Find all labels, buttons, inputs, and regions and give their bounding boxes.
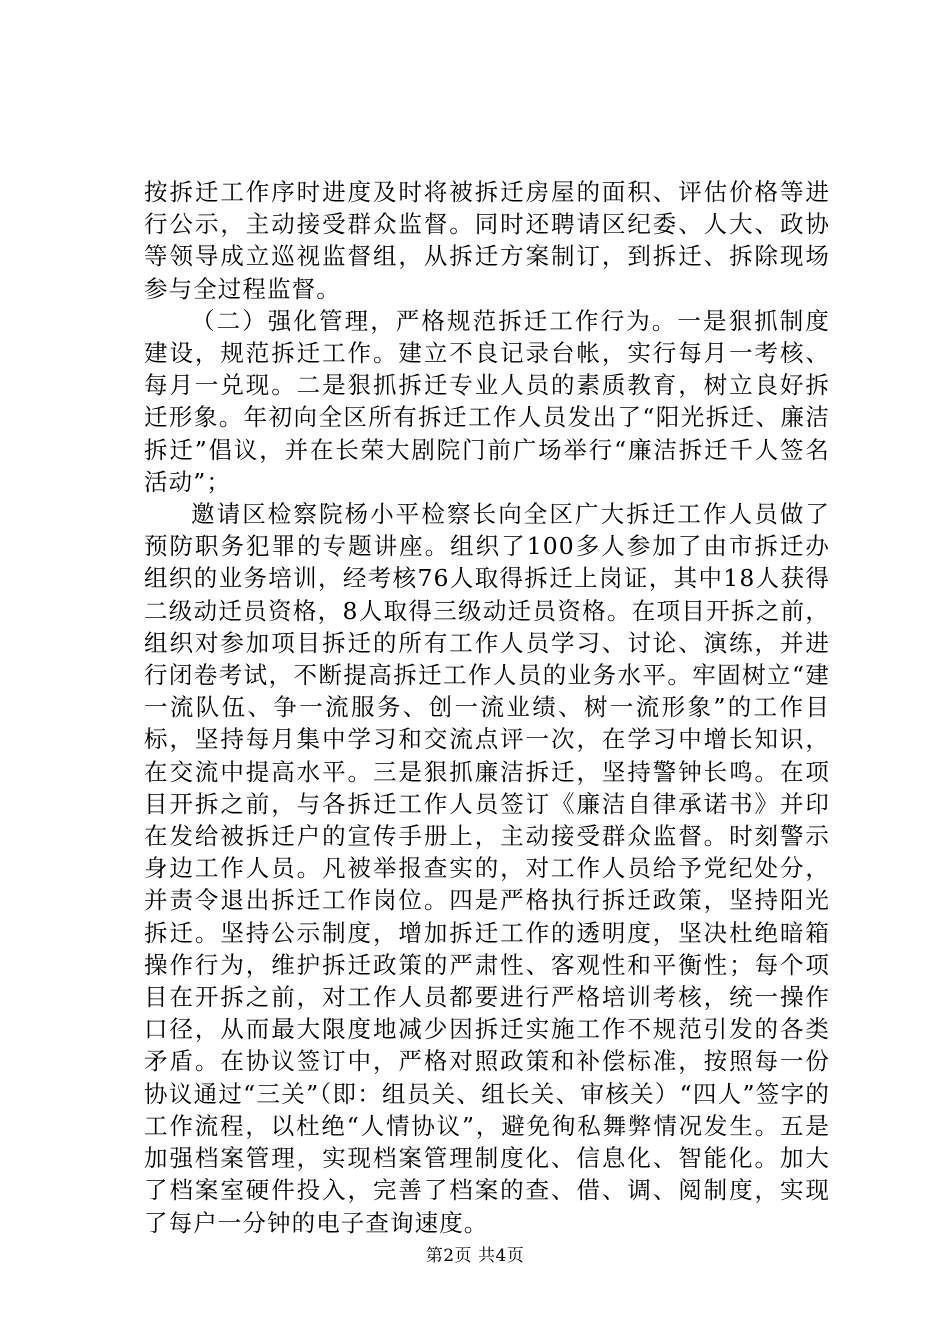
document-body [144, 176, 830, 1239]
page-total: 共4页 [477, 1246, 525, 1266]
paragraph-3: 邀请区检察院杨小平检察长向全区广大拆迁工作人员做了预防职务犯罪的专题讲座。组织了100多人参加了由市拆迁办组织的业务培训，经考核76人取得拆迁上岗证，其中18人获得二级动迁员资格，8人取得三级动迁员资格。在项目开拆之前，组织对参加项目拆迁的所有工作人员学习、讨论、演练，并进行闭卷考试，不断提高拆迁工作人员的业务水平。牢固树立“建一流队伍、争一流服务、创一流业绩、树一流形象”的工作目标，坚持每月集中学习和交流点评一次，在学习中增长知识，在交流中提高水平。三是狠抓廉洁拆迁，坚持警钟长鸣。在项目开拆之前，与各拆迁工作人员签订《廉洁自律承诺书》并印在发给被拆迁户的宣传手册上，主动接受群众监督。时刻警示身边工作人员。凡被举报查实的，对工作人员给予党纪处分，并责令退出拆迁工作岗位。四是严格执行拆迁政策，坚持阳光拆迁。坚持公示制度，增加拆迁工作的透明度，坚决杜绝暗箱操作行为，维护拆迁政策的严肃性、客观性和平衡性；每个项目在开拆之前，对工作人员都要进行严格培训考核，统一操作口径，从而最大限度地减少因拆迁实施工作不规范引发的各类矛盾。在协议签订中，严格对照政策和补偿标准，按照每一份协议通过“三关”（即：组员关、组长关、审核关）“四人”签字的工作流程，以杜绝“人情协议”，避免徇私舞弊情况发生。五是加强档案管理，实现档案管理制度化、信息化、智能化。加大了档案室硬件投入，完善了档案的查、借、调、阅制度，实现了每户一分钟的电子查询速度。 [144, 500, 830, 1237]
paragraph-1: 按拆迁工作序时进度及时将被拆迁房屋的面积、评估价格等进行公示，主动接受群众监督。同时还聘请区纪委、人大、政协等领导成立巡视监督组，从拆迁方案制订，到拆迁、拆除现场参与全过程监督。 [144, 178, 830, 303]
page-footer [0, 1245, 950, 1267]
page-number: 第2页 [425, 1246, 473, 1266]
paragraph-2: （二）强化管理，严格规范拆迁工作行为。一是狠抓制度建设，规范拆迁工作。建立不良记录台帐，实行每月一考核、每月一兑现。二是狠抓拆迁专业人员的素质教育，树立良好拆迁形象。年初向全区所有拆迁工作人员发出了“阳光拆迁、廉洁拆迁”倡议，并在长荣大剧院门前广场举行“廉洁拆迁千人签名活动”； [144, 306, 830, 496]
